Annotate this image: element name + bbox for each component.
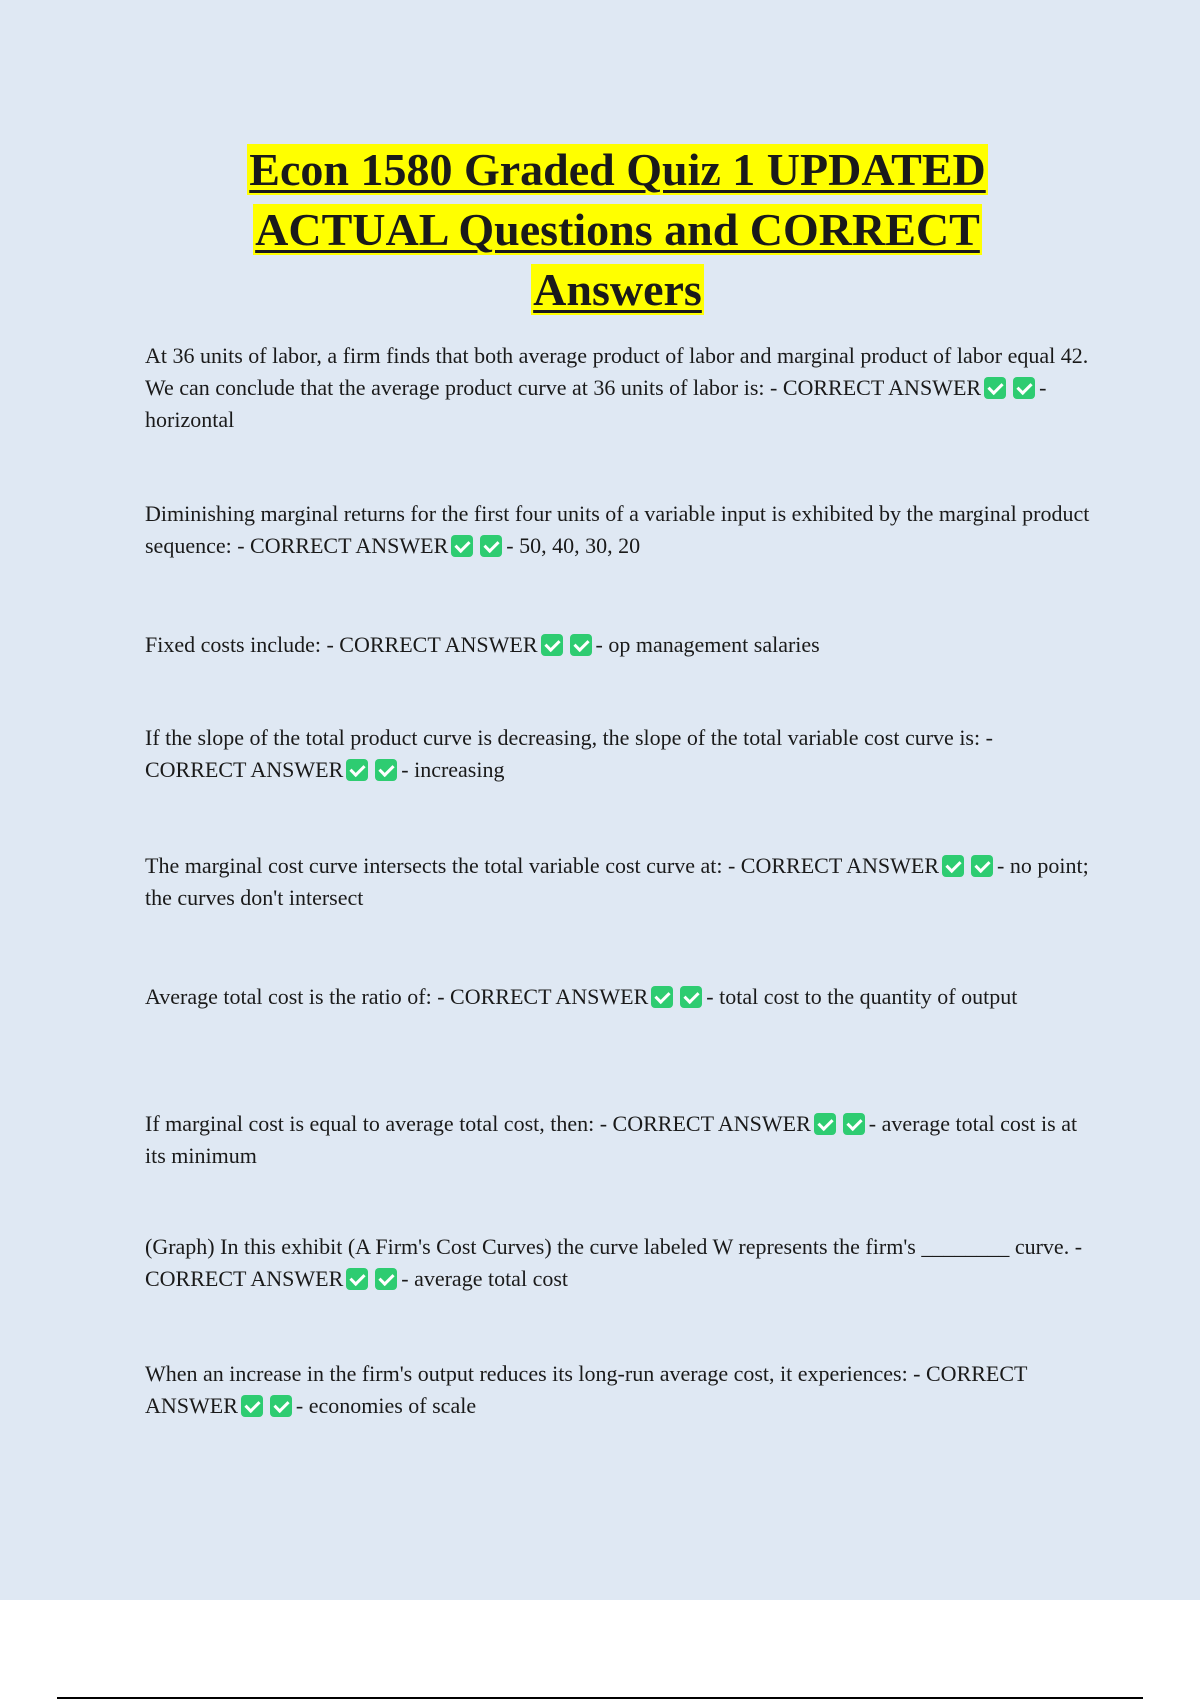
qa-item-9	[145, 1358, 1090, 1422]
checkmark-icon	[651, 986, 673, 1008]
qa-item-3	[145, 629, 1090, 661]
checkmark-icon	[375, 1268, 397, 1290]
checkmark-icon	[984, 377, 1006, 399]
document-title	[145, 140, 1090, 320]
question-text: At 36 units of labor, a firm finds that both average product of labor and marginal product of labor equal 42. We can conclude that the average product curve at 36 units of labor is: - CORRECT ANSWER	[145, 343, 1089, 400]
question-text: (Graph) In this exhibit (A Firm's Cost Curves) the curve labeled W represents the firm's ________ curve. - CORRECT ANSWER	[145, 1234, 1083, 1291]
checkmark-icon	[942, 855, 964, 877]
answer-text: - average total cost is at its minimum	[145, 1111, 1078, 1168]
answer-text: - 50, 40, 30, 20	[506, 533, 641, 558]
checkmark-icon	[541, 634, 563, 656]
checkmark-icon	[843, 1113, 865, 1135]
qa-item-2	[145, 498, 1090, 562]
question-text: The marginal cost curve intersects the total variable cost curve at: - CORRECT ANSWER	[145, 853, 940, 878]
checkmark-icon	[814, 1113, 836, 1135]
qa-item-1	[145, 340, 1090, 436]
answer-text: - economies of scale	[295, 1393, 477, 1418]
checkmark-icon	[451, 535, 473, 557]
checkmark-icon	[375, 759, 397, 781]
qa-item-6	[145, 981, 1090, 1013]
answer-text: - no point; the curves don't intersect	[145, 853, 1089, 910]
question-text: Fixed costs include: - CORRECT ANSWER	[145, 632, 538, 657]
qa-item-5	[145, 850, 1090, 914]
checkmark-icon	[241, 1395, 263, 1417]
answer-text: - total cost to the quantity of output	[706, 984, 1018, 1009]
checkmark-icon	[1013, 377, 1035, 399]
qa-item-8	[145, 1231, 1090, 1295]
answer-text: - horizontal	[145, 375, 1047, 432]
answer-text: - increasing	[401, 757, 505, 782]
checkmark-icon	[971, 855, 993, 877]
checkmark-icon	[346, 759, 368, 781]
question-text: If marginal cost is equal to average total cost, then: - CORRECT ANSWER	[145, 1111, 811, 1136]
question-text: Average total cost is the ratio of: - CORRECT ANSWER	[145, 984, 649, 1009]
checkmark-icon	[570, 634, 592, 656]
title-line-2: ACTUAL Questions and CORRECT	[255, 204, 980, 255]
answer-text: - average total cost	[401, 1266, 569, 1291]
answer-text: - op management salaries	[595, 632, 820, 657]
checkmark-icon	[480, 535, 502, 557]
question-text: When an increase in the firm's output reduces its long-run average cost, it experiences: - CORRECT ANSWER	[145, 1361, 1028, 1418]
question-text: If the slope of the total product curve is decreasing, the slope of the total variable cost curve is: - CORRECT ANSWER	[145, 725, 993, 782]
title-line-3: Answers	[533, 264, 702, 315]
question-text: Diminishing marginal returns for the first four units of a variable input is exhibited by the marginal product sequence: - CORRECT ANSWER	[145, 501, 1090, 558]
title-line-1: Econ 1580 Graded Quiz 1 UPDATED	[249, 144, 986, 195]
footer-divider	[57, 1697, 1143, 1699]
qa-item-4	[145, 722, 1090, 786]
qa-item-7	[145, 1108, 1090, 1172]
checkmark-icon	[680, 986, 702, 1008]
checkmark-icon	[346, 1268, 368, 1290]
checkmark-icon	[270, 1395, 292, 1417]
